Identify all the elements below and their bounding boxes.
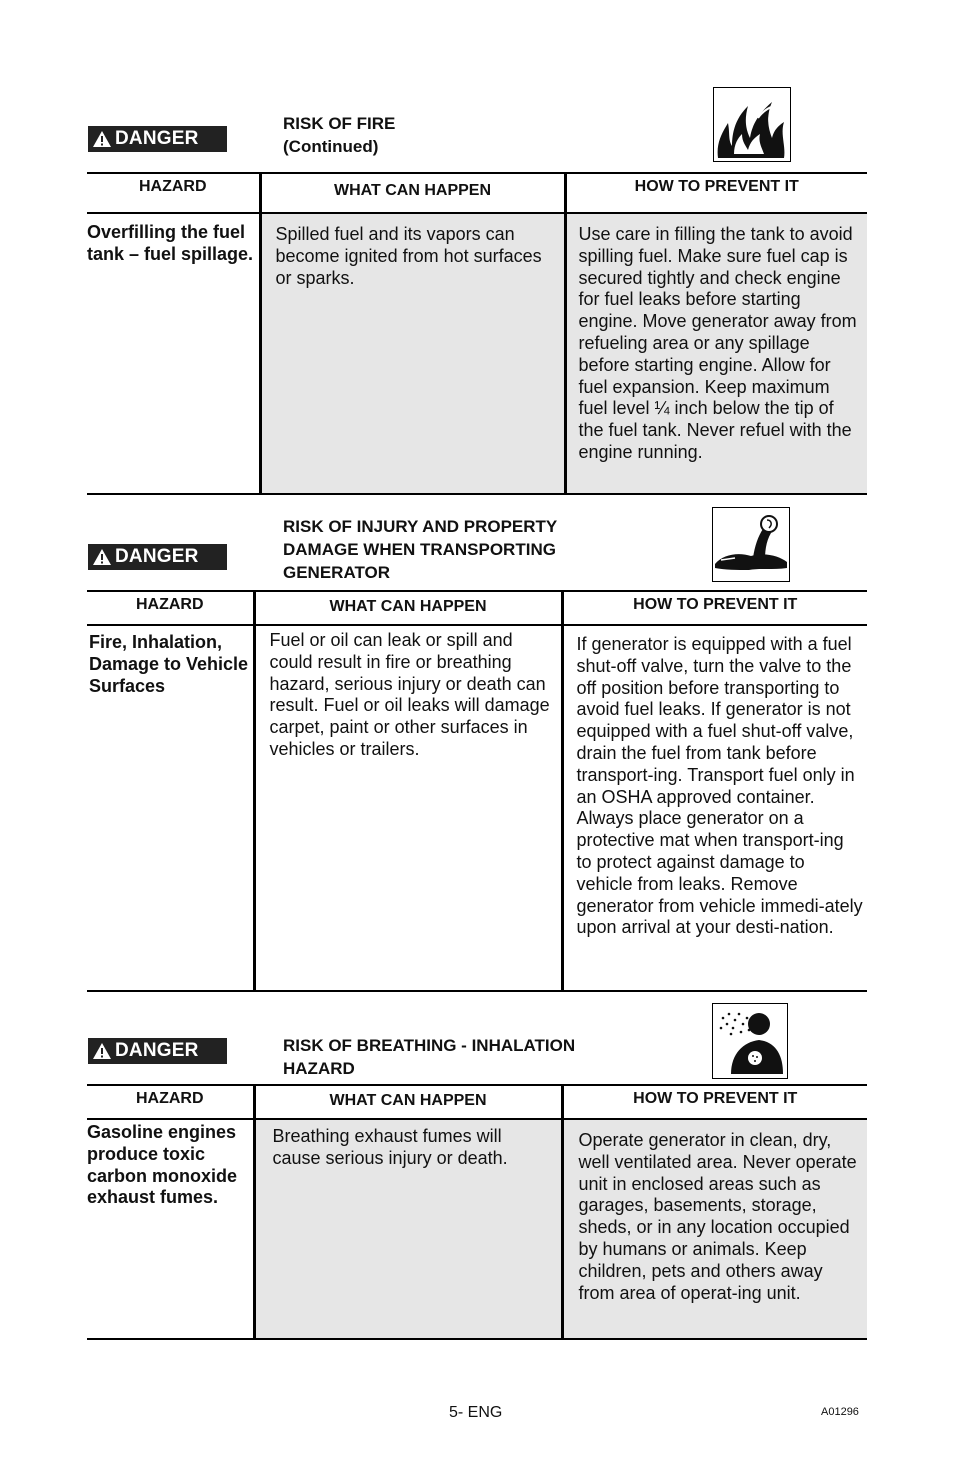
inhalation-hazard-icon	[712, 1003, 788, 1079]
column-header-how: HOW TO PREVENT IT	[565, 173, 867, 213]
danger-label: DANGER	[115, 1040, 199, 1061]
risk-title: RISK OF INJURY AND PROPERTY DAMAGE WHEN TRANSPORTING GENERATOR	[283, 517, 558, 582]
danger-badge	[88, 126, 227, 152]
danger-label: DANGER	[115, 546, 199, 567]
what-cell: Spilled fuel and its vapors can become ignited from hot surfaces or sparks.	[260, 213, 565, 494]
hazard-cell: Gasoline engines produce toxic carbon monoxide exhaust fumes.	[87, 1119, 254, 1339]
how-cell: Operate generator in clean, dry, well ventilated area. Never operate unit in enclosed areas such as garages, basements, storage, sheds, or in any location occupied by humans or animals. Keep children, pets and others away from area of operat-ing unit.	[562, 1119, 867, 1339]
risk-title: RISK OF BREATHING - INHALATION HAZARD	[283, 1036, 576, 1078]
what-cell: Fuel or oil can leak or spill and could result in fire or breathing hazard, serious injury or death can result. Fuel or oil leaks will damage carpet, paint or other surfaces in vehicles or trailers.	[254, 625, 562, 991]
column-header-how: HOW TO PREVENT IT	[562, 1085, 867, 1119]
warning-triangle-icon	[92, 548, 112, 566]
hazard-table	[87, 1084, 867, 1340]
danger-badge	[88, 1038, 227, 1064]
column-header-what: WHAT CAN HAPPEN	[260, 173, 565, 213]
hazard-table	[87, 590, 867, 992]
table-row	[87, 625, 867, 991]
fire-icon	[713, 87, 791, 162]
column-header-hazard: HAZARD	[87, 591, 254, 625]
column-header-what: WHAT CAN HAPPEN	[254, 1085, 562, 1119]
document-code: A01296	[821, 1406, 859, 1418]
warning-triangle-icon	[92, 1042, 112, 1060]
hazard-cell: Fire, Inhalation, Damage to Vehicle Surfaces	[87, 625, 254, 991]
column-header-how: HOW TO PREVENT IT	[562, 591, 867, 625]
risk-title: RISK OF FIRE (Continued)	[283, 114, 396, 156]
how-cell: If generator is equipped with a fuel shut-off valve, turn the valve to the off position before transporting to avoid fuel leaks. If generator is not equipped with a fuel shut-off valve, drain the fuel from tank before transport-ing. Transport fuel only in an OSHA approved container. Always place generator on a protective mat when transport-ing to protect against damage to vehicle from leaks. Remove generator from vehicle immedi-ately upon arrival at your desti-nation.	[562, 625, 867, 991]
table-row	[87, 1119, 867, 1339]
hazard-table	[87, 172, 867, 495]
column-header-hazard: HAZARD	[87, 173, 260, 213]
fuel-spill-icon	[712, 507, 790, 582]
how-cell: Use care in filling the tank to avoid spilling fuel. Make sure fuel cap is secured tightly and check engine for fuel leaks before starting engine. Move generator away from refueling area or any spillage before starting engine. Allow for fuel expansion. Keep maximum fuel level ¼ inch below the tip of the fuel tank. Never refuel with the engine running.	[565, 213, 867, 494]
warning-triangle-icon	[92, 130, 112, 148]
danger-label: DANGER	[115, 128, 199, 149]
page-number: 5- ENG	[449, 1404, 503, 1421]
table-row	[87, 213, 867, 494]
column-header-what: WHAT CAN HAPPEN	[254, 591, 562, 625]
hazard-cell: Overfilling the fuel tank – fuel spillage.	[87, 213, 260, 494]
danger-badge	[88, 544, 227, 570]
column-header-hazard: HAZARD	[87, 1085, 254, 1119]
what-cell: Breathing exhaust fumes will cause serious injury or death.	[254, 1119, 562, 1339]
